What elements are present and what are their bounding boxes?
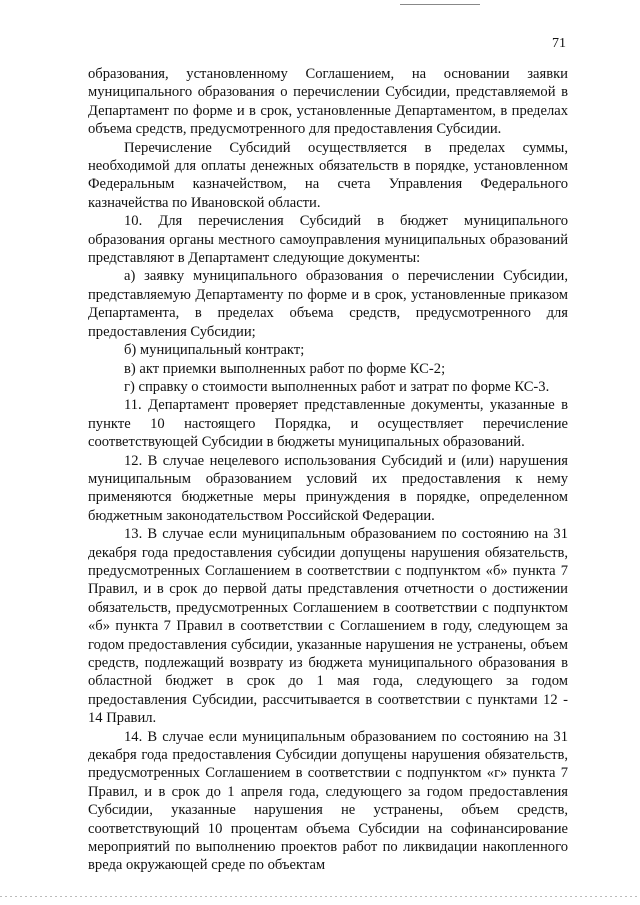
paragraph-item-14: 14. В случае если муниципальным образованием по состоянию на 31 декабря года предоставления Субсидии допущены нарушения обязательств, предусмотренных Соглашением в соответствии с подпунктом «г» пункта 7 Правил, и в срок до 1 апреля года, следующего за годом предоставления Субсидии, указанные нарушения не устранены, объем средств, соответствующий 10 процентам объема Субсидии на софинансирование мероприятий по выполнению проектов работ по ликвидации накопленного вреда окружающей среде по объектам: [88, 728, 568, 874]
list-item-v: в) акт приемки выполненных работ по форме КС-2;: [124, 360, 446, 377]
paragraph-continuation: образования, установленному Соглашением, на основании заявки муниципального образования о перечислении Субсидии, представляемой в Департамент по форме и в срок, установленные Департаментом, в пределах объема средств, предусмотренного для предоставления Субсидии.: [88, 66, 568, 138]
list-item-b: б) муниципальный контракт;: [124, 342, 305, 359]
paragraph-item-13: 13. В случае если муниципальным образованием по состоянию на 31 декабря года предоставления субсидии допущены нарушения обязательств, предусмотренных Соглашением в соответствии с подпунктом «б» пункта 7 Правил, и в срок до первой даты представления отчетности о достижении обязательств, предусмотренных Соглашением в соответствии с подпунктом «б» пункта 7 Правил в соответствии с Соглашением в году, следующем за годом предоставления субсидии, указанные нарушения не устранены, объем средств, подлежащий возврату из бюджета муниципального образования в областной бюджет в срок до 1 мая года, следующего за годом предоставления Субсидии, рассчитывается в соответствии с пунктами 12 - 14 Правил.: [88, 526, 568, 727]
bottom-scan-edge: [0, 896, 640, 897]
list-item-g: г) справку о стоимости выполненных работ и затрат по форме КС-3.: [124, 378, 550, 395]
page-number: 71: [552, 36, 566, 51]
paragraph-transfer: Перечисление Субсидий осуществляется в пределах суммы, необходимой для оплаты денежных обязательств в порядке, установленном Федеральным казначейством, на счета Управления Федерального казначейства по Ивановской области.: [88, 139, 568, 211]
top-rule: [400, 4, 480, 5]
paragraph-item-12: 12. В случае нецелевого использования Субсидий и (или) нарушения муниципальным образованием условий их предоставления к нему применяются бюджетные меры принуждения в порядке, определенном бюджетным законодательством Российской Федерации.: [88, 452, 568, 524]
paragraph-item-11: 11. Департамент проверяет представленные документы, указанные в пункте 10 настоящего Порядка, и осуществляет перечисление соответствующей Субсидии в бюджеты муниципальных образований.: [88, 397, 568, 451]
paragraph-item-10: 10. Для перечисления Субсидий в бюджет муниципального образования органы местного самоуправления муниципальных образований представляют в Департамент следующие документы:: [88, 213, 568, 267]
list-item-a: а) заявку муниципального образования о перечислении Субсидии, представляемую Департаменту по форме и в срок, установленные приказом Департамента, в пределах объема средств, предусмотренного для предоставления Субсидии;: [88, 268, 568, 340]
document-body: [88, 65, 568, 875]
